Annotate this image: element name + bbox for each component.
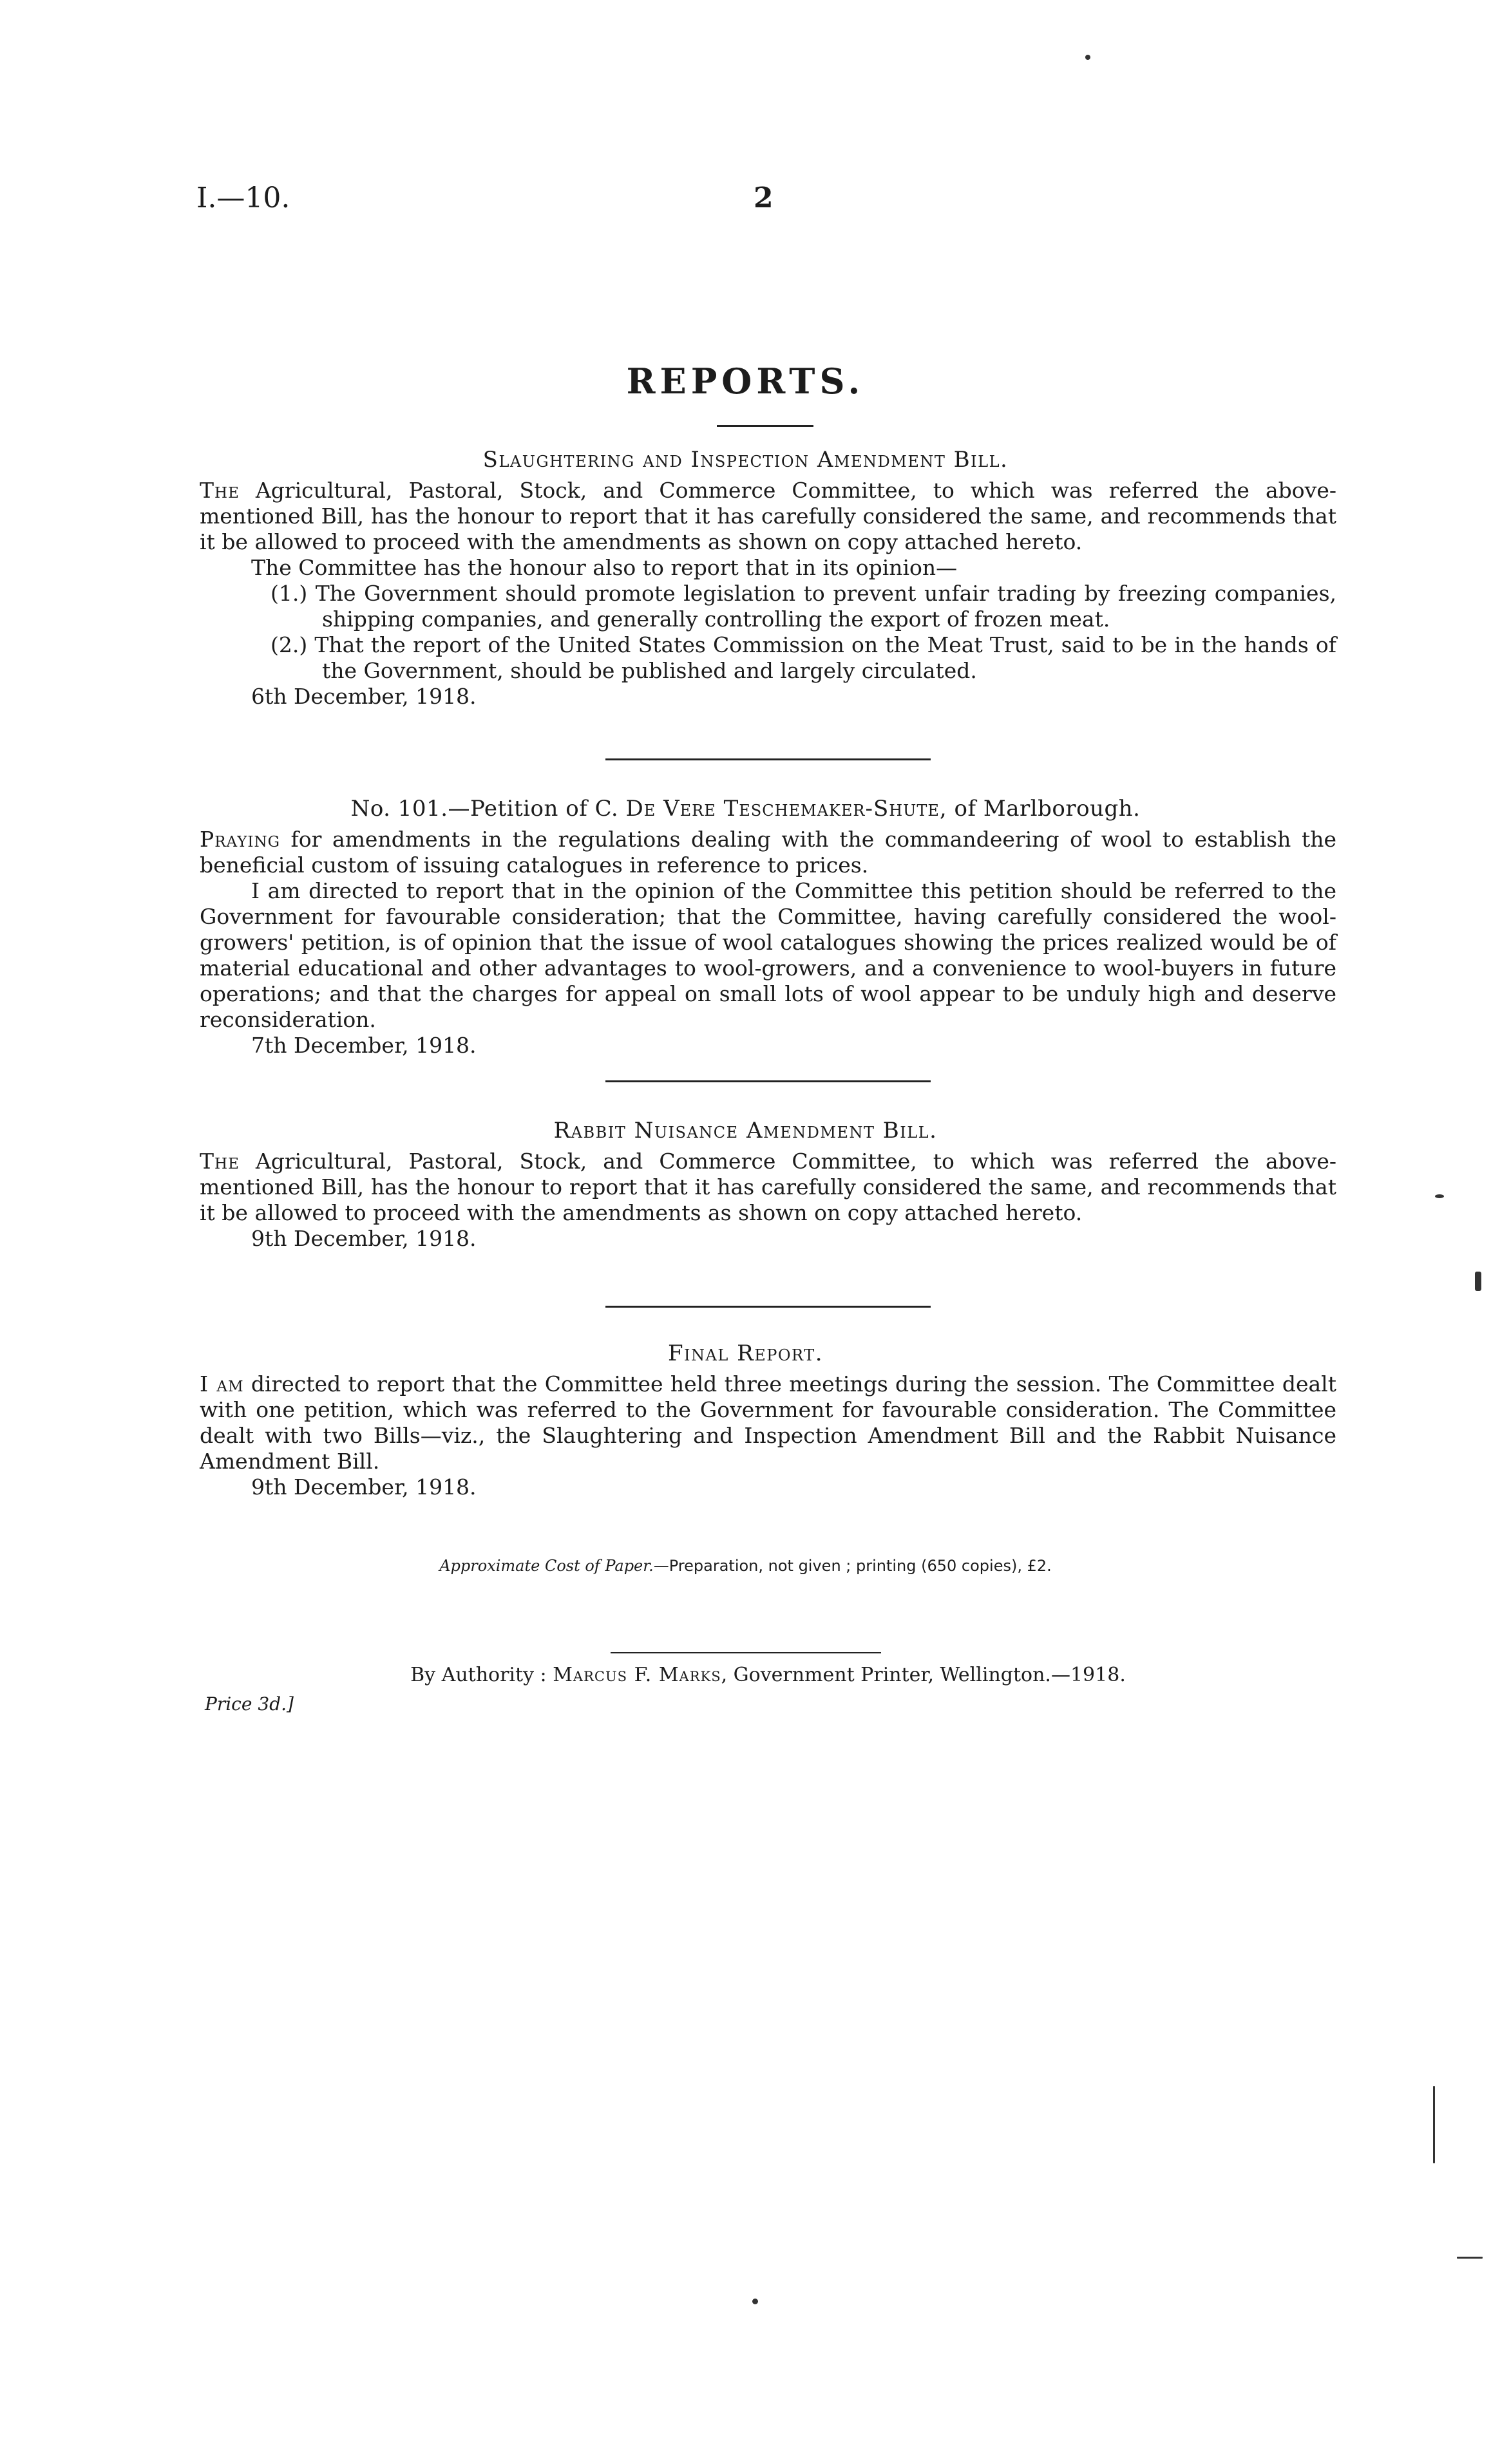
authority-rule: [611, 1652, 881, 1653]
section1-text: Agricultural, Pastoral, Stock, and Commerce Committee, to which was referred the above-mentioned Bill, has the honour to report that it has carefully considered the same, and recommends that it be allowed to proceed with the amendments as shown on copy attached hereto.: [200, 478, 1336, 554]
section2-body: [200, 827, 1336, 1058]
price-label: Price 3d.]: [205, 1693, 294, 1715]
scan-speck: [1457, 2257, 1483, 2259]
section3-text: Agricultural, Pastoral, Stock, and Commerce Committee, to which was referred the above-mentioned Bill, has the honour to report that it has carefully considered the same, and recommends that it be allowed to proceed with the amendments as shown on copy attached hereto.: [200, 1149, 1336, 1225]
scan-speck: [1085, 55, 1090, 60]
section2-report: I am directed to report that in the opinion of the Committee this petition should be referred to the Government for favourable consideration; that the Committee, having carefully considered the wool-growers' petition, is of opinion that the issue of wool catalogues showing the prices realized would be of material educational and other advantages to wool-growers, and a convenience to wool-buyers in future operations; and that the charges for appeal on small lots of wool appear to be unduly high and deserve reconsideration.: [200, 878, 1336, 1032]
section1-item-1: (1.) The Government should promote legislation to prevent unfair trading by freezing companies, shipping companies, and generally controlling the export of frozen meat.: [271, 581, 1336, 632]
scan-speck: [1435, 1194, 1444, 1198]
scan-speck: [752, 2299, 758, 2304]
section1-heading: Slaughtering and Inspection Amendment Bill.: [482, 447, 1009, 473]
section1-lead-word: The: [200, 478, 240, 503]
authority-suffix: , Government Printer, Wellington.—1918.: [721, 1664, 1126, 1686]
page-title: REPORTS.: [626, 361, 865, 402]
section1-opinion-intro: The Committee has the honour also to report that in its opinion—: [251, 555, 958, 580]
printer-name: Marcus F. Marks: [553, 1664, 721, 1686]
title-rule: [717, 425, 813, 427]
section2-prayer-text: for amendments in the regulations dealing with the commandeering of wool to establish the beneficial custom of issuing catalogues in reference to prices.: [200, 827, 1336, 878]
authority-prefix: By Authority :: [410, 1664, 547, 1686]
section2-heading-prefix: No. 101.—Petition of C.: [350, 796, 619, 822]
cost-label: Approximate Cost of Paper.: [439, 1557, 654, 1575]
section2-heading: [0, 796, 1491, 822]
section4-heading: Final Report.: [667, 1340, 824, 1366]
printer-authority: [0, 1664, 1491, 1686]
section3-date: 9th December, 1918.: [251, 1226, 477, 1251]
scan-speck: [1475, 1272, 1481, 1291]
cost-of-paper: [0, 1557, 1491, 1575]
petitioner-name: De Vere Teschemaker-Shute: [625, 796, 940, 822]
section1-item-2: (2.) That the report of the United States Commission on the Meat Trust, said to be in the hands of the Government, should be published and largely circulated.: [271, 632, 1336, 683]
section3-paragraph: [200, 1149, 1336, 1226]
section2-heading-suffix: , of Marlborough.: [939, 796, 1141, 822]
section4-text: directed to report that the Committee held three meetings during the session. The Committee dealt with one petition, which was referred to the Government for favourable consideration. The Committee dealt with two Bills—viz., the Slaughtering and Inspection Amendment Bill and the Rabbit Nuisance Amendment Bill.: [200, 1371, 1336, 1474]
section4-body: [200, 1371, 1336, 1500]
page-number: 2: [754, 182, 774, 214]
section4-date: 9th December, 1918.: [251, 1474, 477, 1500]
section4-lead-word: I am: [200, 1371, 244, 1397]
section-divider-3: [605, 1306, 931, 1308]
section4-paragraph: [200, 1371, 1336, 1474]
section2-lead-word: Praying: [200, 827, 280, 852]
section2-prayer: [200, 827, 1336, 878]
section3-body: [200, 1149, 1336, 1252]
section-divider-2: [605, 1080, 931, 1082]
section3-heading: Rabbit Nuisance Amendment Bill.: [553, 1118, 938, 1143]
cost-text: —Preparation, not given ; printing (650 copies), £2.: [653, 1557, 1052, 1575]
section1-date: 6th December, 1918.: [251, 684, 477, 709]
section-divider-1: [605, 758, 931, 760]
section1-paragraph: [200, 478, 1336, 555]
scan-speck: [1433, 2086, 1435, 2163]
section2-date: 7th December, 1918.: [251, 1033, 477, 1058]
section1-body: [200, 478, 1336, 710]
section3-lead-word: The: [200, 1149, 240, 1174]
document-reference: I.—10.: [196, 182, 290, 214]
